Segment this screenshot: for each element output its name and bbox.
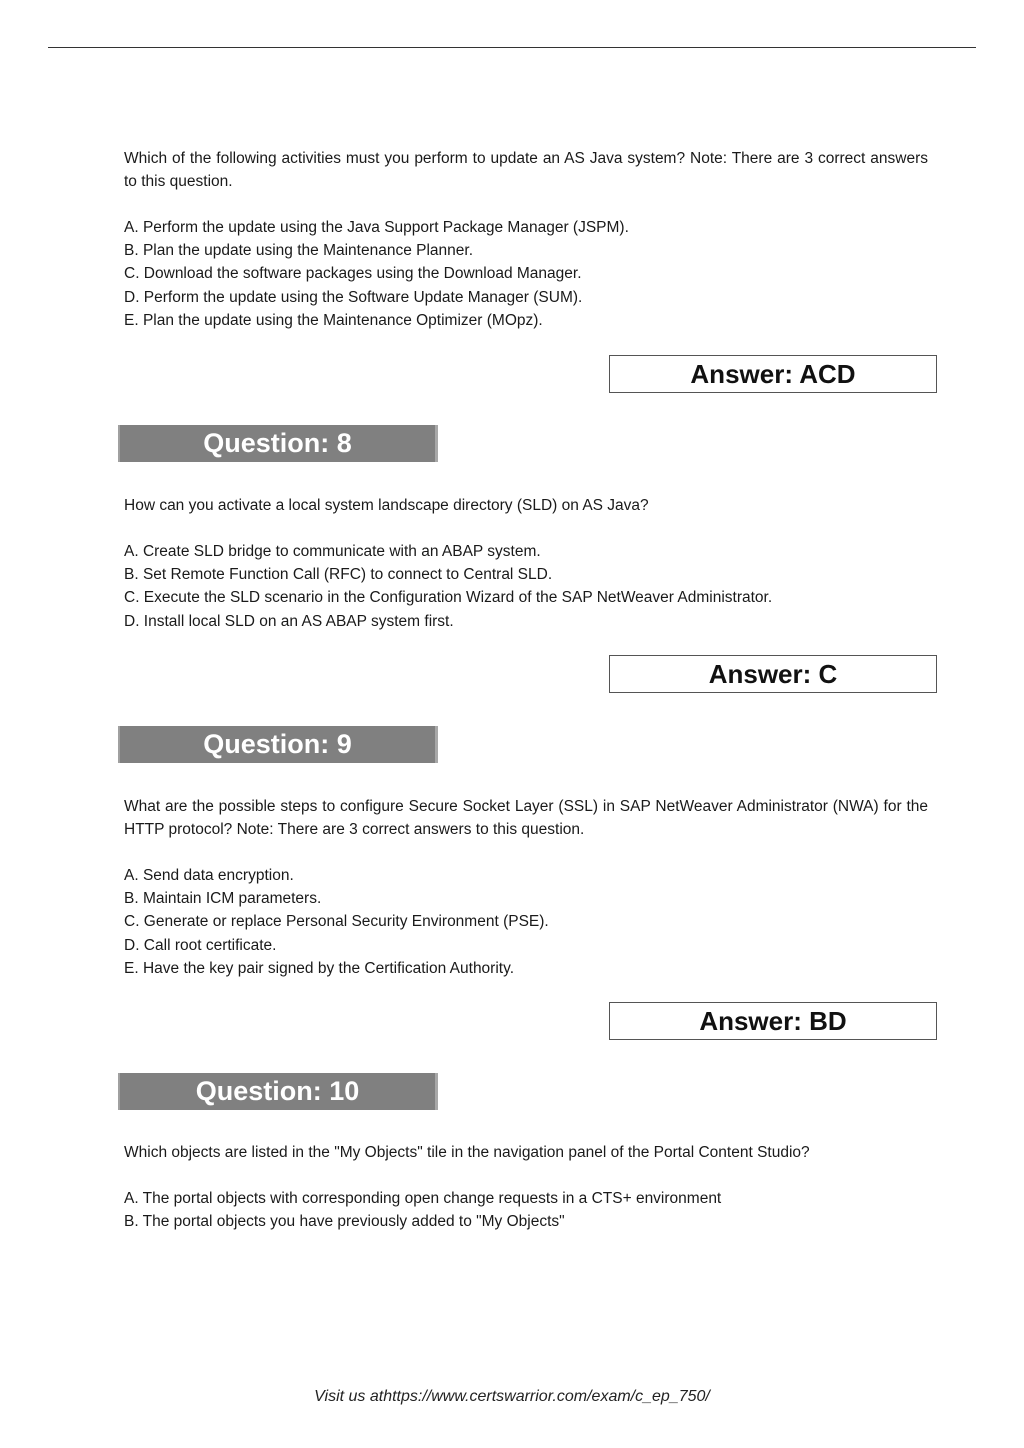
question-10-options <box>124 1187 944 1233</box>
answer-box-q9: Answer: BD <box>609 1002 937 1040</box>
option-a: A. Create SLD bridge to communicate with an ABAP system. <box>124 543 541 560</box>
option-c: C. Download the software packages using the Download Manager. <box>124 265 582 283</box>
option-d: D. Perform the update using the Software Update Manager (SUM). <box>124 288 583 306</box>
option-e: E. Have the key pair signed by the Certification Authority. <box>124 959 514 977</box>
top-divider <box>48 47 976 48</box>
question-8-options <box>124 540 944 633</box>
option-c: C. Execute the SLD scenario in the Configuration Wizard of the SAP NetWeaver Administrator. <box>124 589 773 607</box>
question-10-header: Question: 10 <box>118 1073 438 1110</box>
option-b: B. Maintain ICM parameters. <box>124 890 322 908</box>
question-9-text: What are the possible steps to configure Secure Socket Layer (SSL) in SAP NetWeaver Administrator (NWA) for the HTTP protocol? Note: There are 3 correct answers to this question. <box>124 798 928 838</box>
option-d: D. Call root certificate. <box>124 936 277 954</box>
question-10-text: Which objects are listed in the "My Objects" tile in the navigation panel of the Portal Content Studio? <box>124 1144 810 1161</box>
question-7-options <box>124 216 944 332</box>
option-b: B. Set Remote Function Call (RFC) to connect to Central SLD. <box>124 566 553 584</box>
footer-link[interactable]: Visit us athttps://www.certswarrior.com/exam/c_ep_750/ <box>314 1388 710 1405</box>
option-b: B. The portal objects you have previously added to "My Objects" <box>124 1213 565 1231</box>
question-9-options <box>124 864 944 980</box>
option-a: A. The portal objects with corresponding open change requests in a CTS+ environment <box>124 1190 722 1207</box>
option-a: A. Perform the update using the Java Support Package Manager (JSPM). <box>124 219 629 236</box>
option-e: E. Plan the update using the Maintenance Optimizer (MOpz). <box>124 311 543 329</box>
option-c: C. Generate or replace Personal Security Environment (PSE). <box>124 913 549 931</box>
answer-box-q7: Answer: ACD <box>609 355 937 393</box>
option-a: A. Send data encryption. <box>124 867 294 884</box>
question-9-header: Question: 9 <box>118 726 438 763</box>
option-d: D. Install local SLD on an AS ABAP system first. <box>124 612 454 630</box>
question-7-text: Which of the following activities must you perform to update an AS Java system? Note: There are 3 correct answers to this question. <box>124 150 928 190</box>
question-8-text: How can you activate a local system landscape directory (SLD) on AS Java? <box>124 497 649 514</box>
question-8-header: Question: 8 <box>118 425 438 462</box>
answer-box-q8: Answer: C <box>609 655 937 693</box>
option-b: B. Plan the update using the Maintenance Planner. <box>124 242 473 260</box>
